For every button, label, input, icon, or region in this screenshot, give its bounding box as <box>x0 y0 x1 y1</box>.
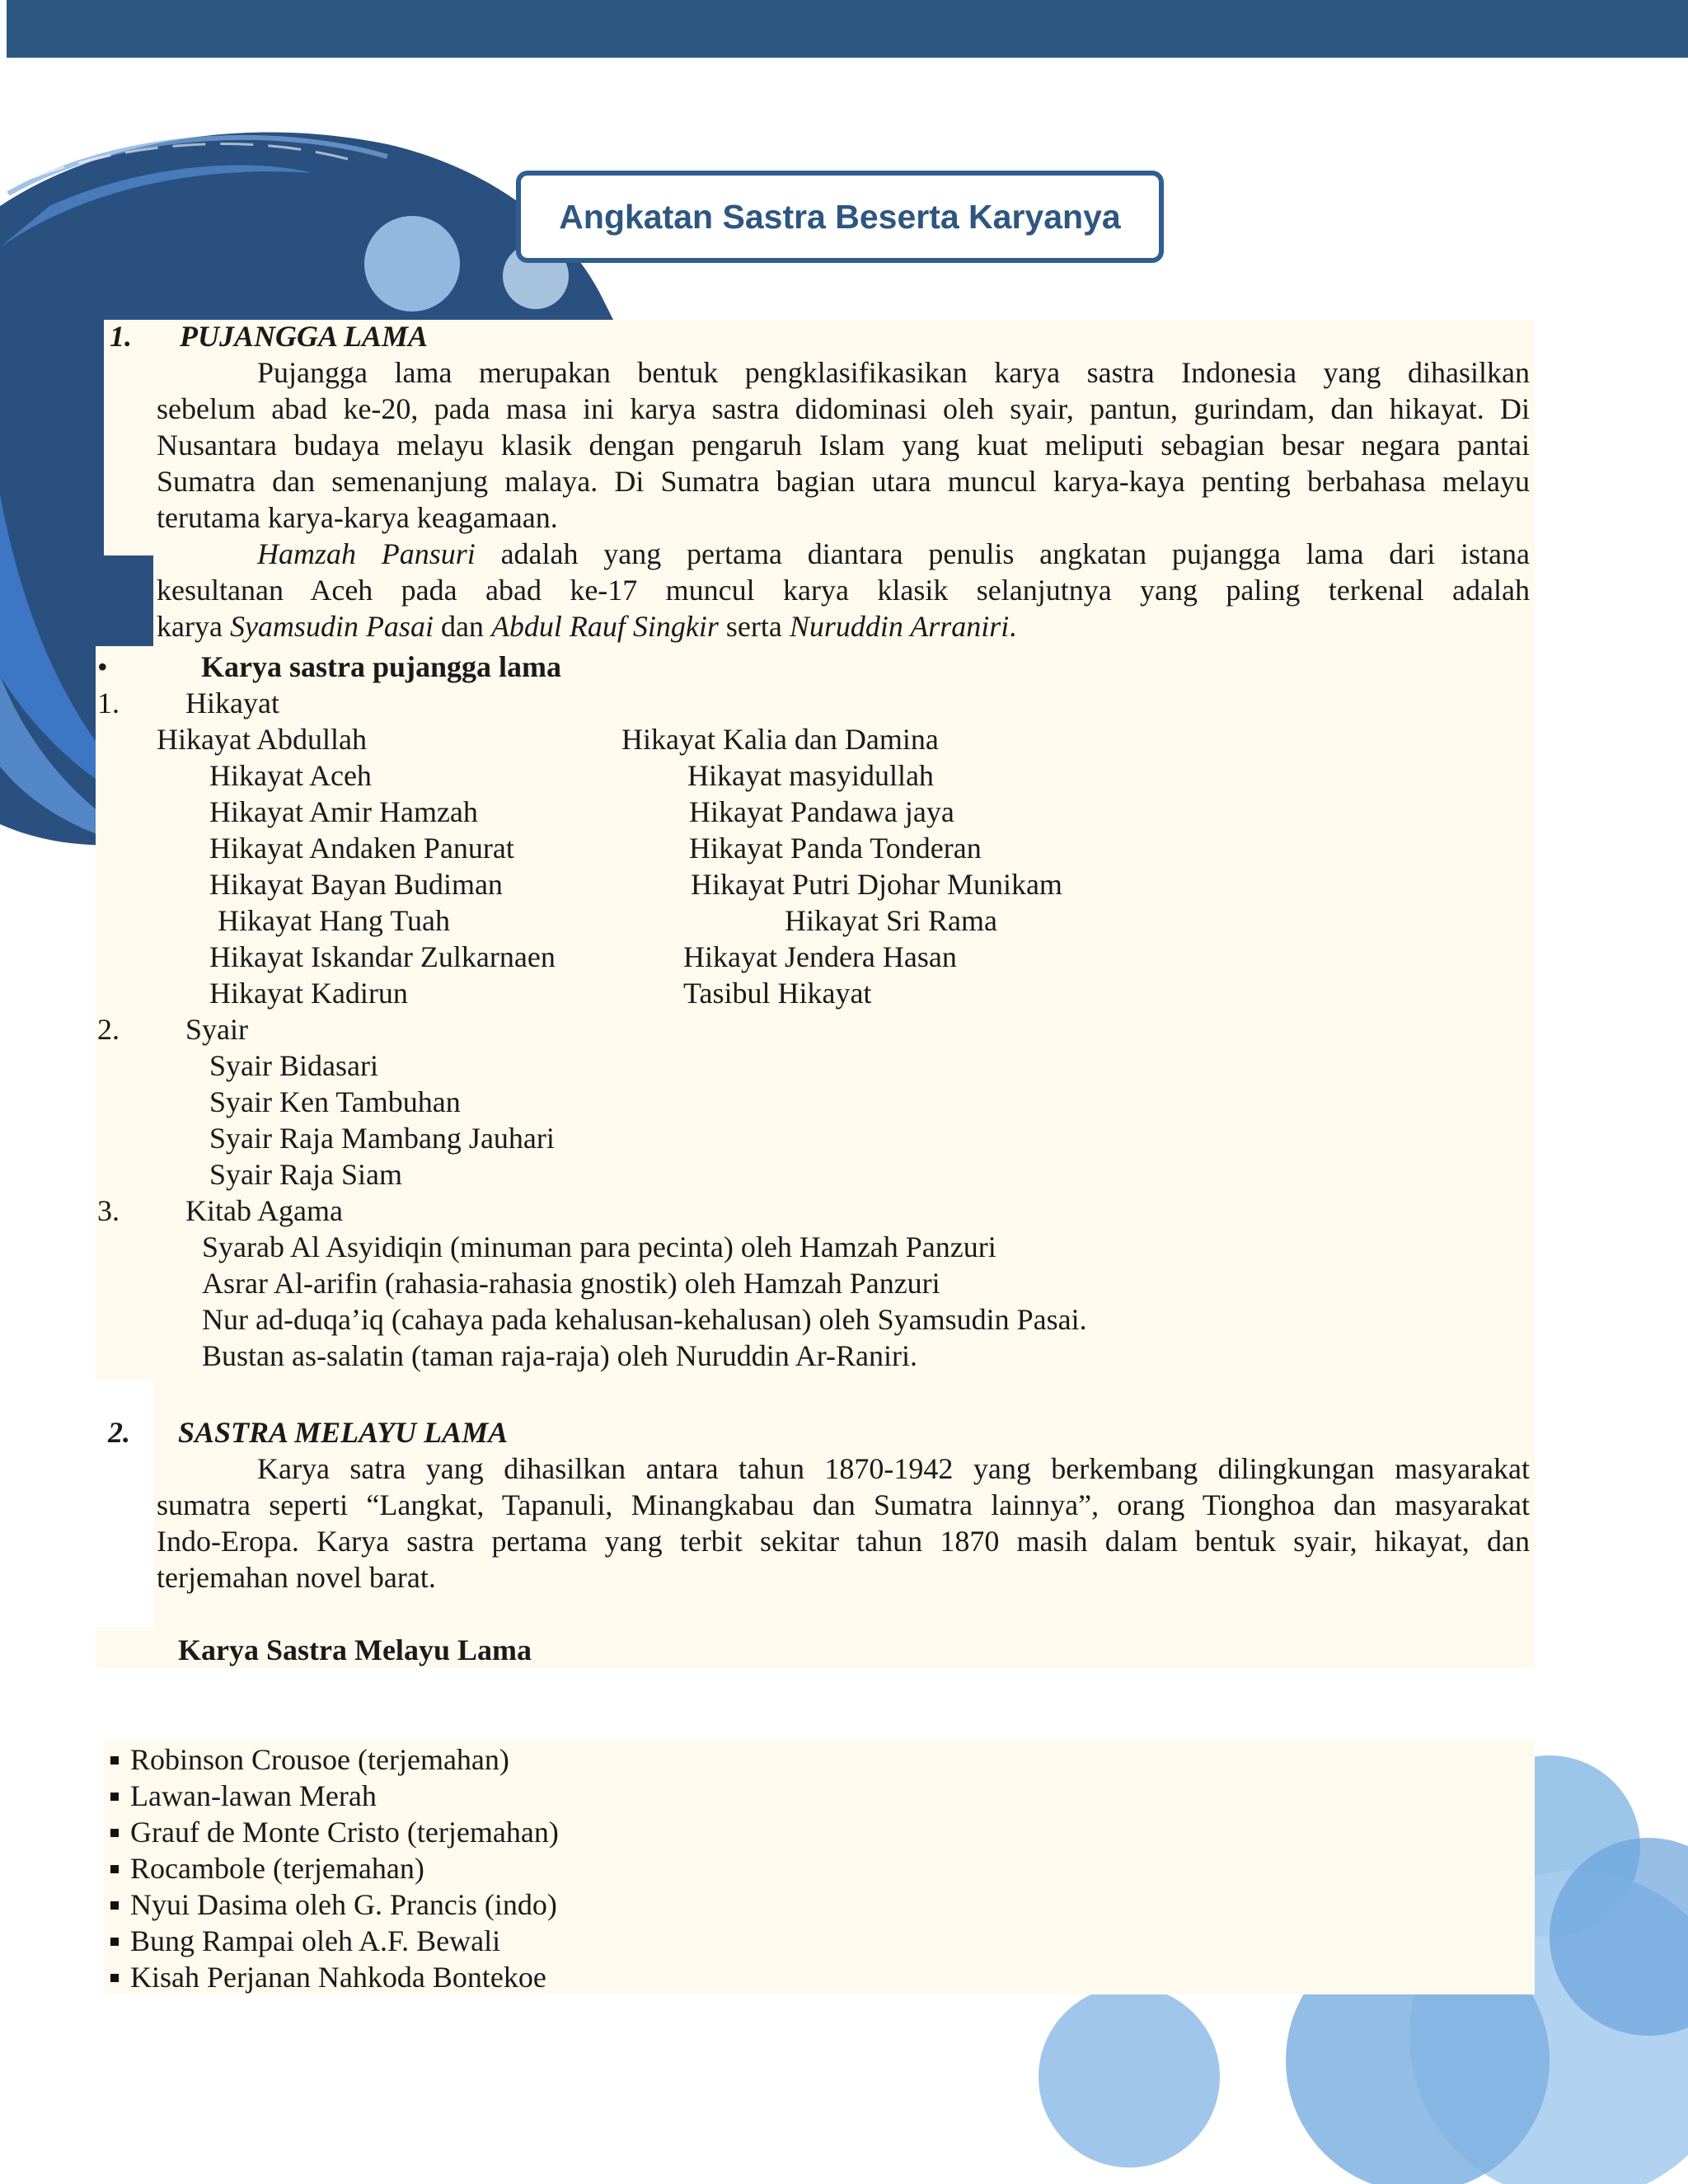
section2-para-line2: sumatra seperti “Langkat, Tapanuli, Minangkabau dan Sumatra lainnya”, orang Tionghoa dan masyarakat <box>157 1488 1530 1521</box>
kitab-item: Bustan as-salatin (taman raja-raja) oleh Nuruddin Ar-Raniri. <box>202 1339 917 1372</box>
section1-subheading: Karya sastra pujangga lama <box>201 650 562 683</box>
hikayat-right-item: Hikayat Sri Rama <box>785 904 997 937</box>
hikayat-left-item: Hikayat Bayan Budiman <box>209 868 503 901</box>
section2-number: 2. <box>108 1416 130 1449</box>
hikayat-left-item: Hikayat Abdullah <box>157 723 367 756</box>
list-item: Lawan-lawan Merah <box>110 1778 377 1814</box>
kitab-item: Syarab Al Asyidiqin (minuman para pecinta) oleh Hamzah Panzuri <box>202 1230 996 1263</box>
hikayat-right-item: Hikayat Kalia dan Damina <box>621 723 939 756</box>
section2-para-line4: terjemahan novel barat. <box>157 1561 436 1594</box>
title-box <box>516 171 1164 263</box>
section2-subheading: Karya Sastra Melayu Lama <box>178 1633 532 1666</box>
hikayat-left-item: Hikayat Amir Hamzah <box>209 795 478 828</box>
square-bullet-icon <box>110 1865 119 1873</box>
list-item: Robinson Crousoe (terjemahan) <box>110 1741 509 1778</box>
square-bullet-icon <box>110 1974 119 1982</box>
section1-para1-line5: terutama karya-karya keagamaan. <box>157 501 558 534</box>
section1-para2-line1: Hamzah Pansuri adalah yang pertama diantara penulis angkatan pujangga lama dari istana <box>257 537 1531 570</box>
list-item: Nyui Dasima oleh G. Prancis (indo) <box>110 1886 557 1923</box>
section2-para-line3: Indo-Eropa. Karya sastra pertama yang terbit sekitar tahun 1870 masih dalam bentuk syair, hikayat, dan <box>157 1525 1530 1558</box>
kitab-item: Nur ad-duqa’iq (cahaya pada kehalusan-kehalusan) oleh Syamsudin Pasai. <box>202 1303 1087 1336</box>
page-title: Angkatan Sastra Beserta Karyanya <box>559 197 1121 236</box>
hikayat-left-item: Hikayat Andaken Panurat <box>209 832 514 865</box>
hikayat-right-item: Hikayat Jendera Hasan <box>683 940 957 973</box>
section1-para1-line3: Nusantara budaya melayu klasik dengan pengaruh Islam yang kuat meliputi sebagian besar negara pantai <box>157 429 1530 462</box>
kitab-number: 3. <box>97 1194 120 1227</box>
syair-item: Syair Ken Tambuhan <box>209 1085 461 1118</box>
syair-label: Syair <box>185 1013 248 1046</box>
section1-para2-line3: karya Syamsudin Pasai dan Abdul Rauf Singkir serta Nuruddin Arraniri. <box>157 610 1017 643</box>
square-bullet-icon <box>110 1756 119 1765</box>
hikayat-left-item: Hikayat Hang Tuah <box>218 904 450 937</box>
hikayat-right-item: Hikayat masyidullah <box>687 759 934 792</box>
bullet-mark: • <box>97 650 108 683</box>
section1-para2-line2: kesultanan Aceh pada abad ke-17 muncul karya klasik selanjutnya yang paling terkenal adalah <box>157 574 1530 607</box>
hikayat-right-item: Hikayat Pandawa jaya <box>689 795 954 828</box>
hikayat-left-item: Hikayat Aceh <box>209 759 372 792</box>
hikayat-label: Hikayat <box>185 687 279 719</box>
square-bullet-icon <box>110 1901 119 1910</box>
section1-number: 1. <box>110 320 132 353</box>
syair-item: Syair Bidasari <box>209 1049 378 1082</box>
hikayat-left-item: Hikayat Iskandar Zulkarnaen <box>209 940 556 973</box>
kitab-item: Asrar Al-arifin (rahasia-rahasia gnostik) oleh Hamzah Panzuri <box>202 1267 940 1300</box>
hikayat-left-item: Hikayat Kadirun <box>209 977 408 1010</box>
section1-heading: PUJANGGA LAMA <box>180 320 429 353</box>
list-item: Kisah Perjanan Nahkoda Bontekoe <box>110 1959 546 1995</box>
section1-para1-line2: sebelum abad ke-20, pada masa ini karya sastra didominasi oleh syair, pantun, gurindam, dan hikayat. Di <box>157 392 1530 425</box>
kitab-label: Kitab Agama <box>185 1194 343 1227</box>
square-bullet-icon <box>110 1938 119 1946</box>
hikayat-number: 1. <box>97 687 120 719</box>
section2-heading: SASTRA MELAYU LAMA <box>178 1416 509 1449</box>
syair-item: Syair Raja Siam <box>209 1158 402 1191</box>
section2-para-line1: Karya satra yang dihasilkan antara tahun 1870-1942 yang berkembang dilingkungan masyarakat <box>257 1452 1530 1485</box>
hikayat-right-item: Hikayat Putri Djohar Munikam <box>691 868 1062 901</box>
section1-para1-line1: Pujangga lama merupakan bentuk pengklasifikasikan karya sastra Indonesia yang dihasilkan <box>257 356 1530 389</box>
hikayat-right-item: Hikayat Panda Tonderan <box>689 832 982 865</box>
square-bullet-icon <box>110 1829 119 1837</box>
syair-item: Syair Raja Mambang Jauhari <box>209 1122 555 1155</box>
list-item: Grauf de Monte Cristo (terjemahan) <box>110 1814 559 1850</box>
section1-para1-line4: Sumatra dan semenanjung malaya. Di Sumatra bagian utara muncul karya-kaya penting berbahasa melayu <box>157 465 1530 498</box>
hikayat-right-item: Tasibul Hikayat <box>683 977 872 1010</box>
list-item: Rocambole (terjemahan) <box>110 1850 424 1886</box>
square-bullet-icon <box>110 1793 119 1801</box>
list-item: Bung Rampai oleh A.F. Bewali <box>110 1923 500 1959</box>
syair-number: 2. <box>97 1013 120 1046</box>
